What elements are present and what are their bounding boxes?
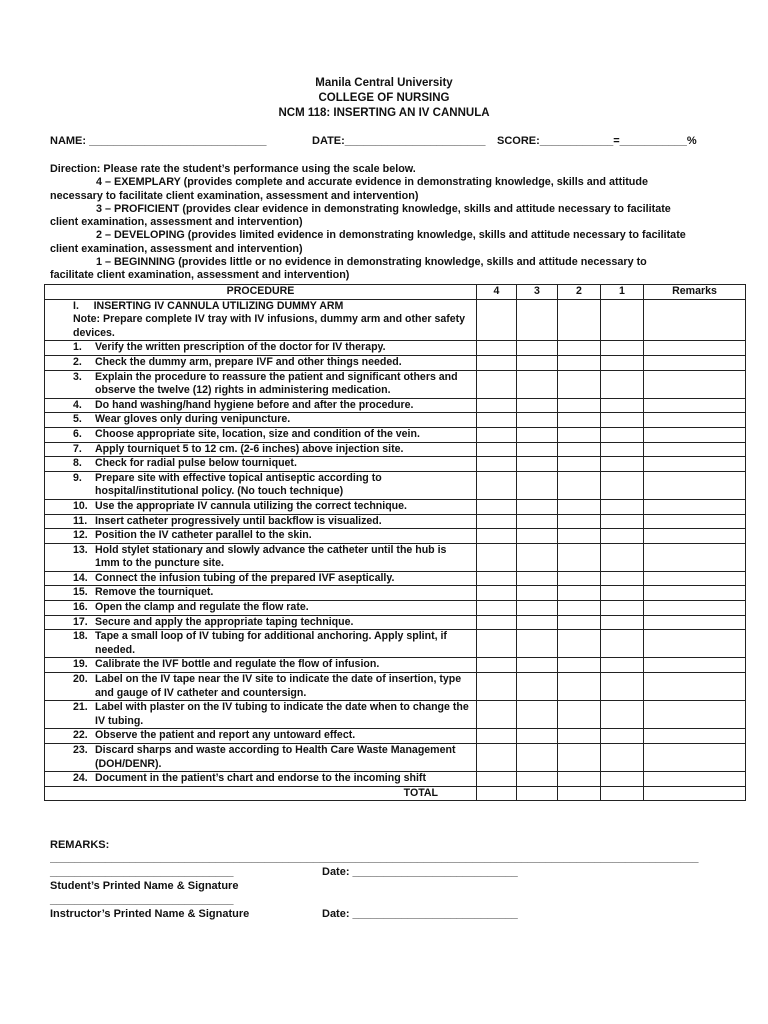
rating-3-cell[interactable]: [517, 514, 558, 529]
rating-1-cell[interactable]: [601, 355, 644, 370]
remarks-cell[interactable]: [644, 341, 746, 356]
remarks-cell[interactable]: [644, 601, 746, 616]
procedure-cell: [45, 471, 477, 499]
rating-3-cell[interactable]: [517, 341, 558, 356]
rating-1-cell[interactable]: [601, 398, 644, 413]
rating-1-cell[interactable]: [601, 299, 644, 341]
step-text: Insert catheter progressively until backflow is visualized.: [95, 514, 382, 527]
rating-3-cell[interactable]: [517, 630, 558, 658]
step-text: Label on the IV tape near the IV site to indicate the date of insertion, type and gauge of IV catheter and countersign.: [95, 673, 462, 699]
step-number: 5.: [73, 413, 82, 426]
remarks-cell[interactable]: [644, 471, 746, 499]
rating-1-cell[interactable]: [601, 529, 644, 544]
table-row: [45, 658, 746, 673]
rating-2-cell[interactable]: [558, 586, 601, 601]
scale-1: 1 – BEGINNING (provides little or no evidence in demonstrating knowledge, skills and attitude necessary to: [96, 256, 647, 269]
rating-3-cell[interactable]: [517, 772, 558, 787]
step-number: 4.: [73, 398, 82, 411]
rating-2-cell[interactable]: [558, 630, 601, 658]
rating-4-cell[interactable]: [477, 529, 517, 544]
header-remarks: Remarks: [644, 285, 746, 300]
rating-1-cell[interactable]: [601, 772, 644, 787]
rating-4-cell[interactable]: [477, 729, 517, 744]
rating-2-cell[interactable]: [558, 299, 601, 341]
rating-3-cell[interactable]: [517, 701, 558, 729]
rating-2-cell[interactable]: [558, 729, 601, 744]
rating-2-cell[interactable]: [558, 529, 601, 544]
table-row: [45, 398, 746, 413]
rating-3-cell[interactable]: [517, 370, 558, 398]
instructor-date: Date: ___________________________: [322, 908, 518, 920]
rating-3-cell[interactable]: [517, 615, 558, 630]
section-title: I. INSERTING IV CANNULA UTILIZING DUMMY ARM: [73, 299, 344, 312]
rating-2-cell[interactable]: [558, 673, 601, 701]
procedure-table: [44, 284, 746, 801]
procedure-cell: [45, 514, 477, 529]
rating-2-cell[interactable]: [558, 772, 601, 787]
rating-2-cell[interactable]: [558, 370, 601, 398]
remarks-cell[interactable]: [644, 630, 746, 658]
name-field: NAME: _____________________________: [50, 135, 267, 147]
table-row: [45, 701, 746, 729]
direction-block: [50, 163, 740, 283]
remarks-cell[interactable]: [644, 398, 746, 413]
remarks-cell[interactable]: [644, 586, 746, 601]
rating-4-cell[interactable]: [477, 341, 517, 356]
rating-2-cell[interactable]: [558, 471, 601, 499]
rating-4-cell[interactable]: [477, 427, 517, 442]
step-number: 9.: [73, 471, 82, 484]
remarks-cell[interactable]: [644, 427, 746, 442]
rating-1-cell[interactable]: [601, 341, 644, 356]
rating-1-cell[interactable]: [601, 457, 644, 472]
remarks-cell[interactable]: [644, 729, 746, 744]
score-field: SCORE:____________=___________%: [497, 135, 697, 147]
procedure-cell: [45, 442, 477, 457]
procedure-cell: [45, 427, 477, 442]
rating-1-cell[interactable]: [601, 673, 644, 701]
step-number: 12.: [73, 529, 88, 542]
table-row: [45, 615, 746, 630]
procedure-cell: [45, 370, 477, 398]
procedure-cell: [45, 355, 477, 370]
rating-1-cell[interactable]: [601, 427, 644, 442]
step-number: 21.: [73, 701, 88, 714]
rating-2-cell[interactable]: [558, 514, 601, 529]
step-text: Check for radial pulse below tourniquet.: [95, 457, 297, 470]
rating-4-cell[interactable]: [477, 601, 517, 616]
rating-3-cell[interactable]: [517, 427, 558, 442]
rating-4-cell[interactable]: [477, 701, 517, 729]
table-row: [45, 427, 746, 442]
rating-1-cell[interactable]: [601, 571, 644, 586]
rating-3-cell[interactable]: [517, 543, 558, 571]
rating-3-cell[interactable]: [517, 442, 558, 457]
rating-1-cell[interactable]: [601, 601, 644, 616]
procedure-cell: [45, 413, 477, 428]
procedure-cell: [45, 341, 477, 356]
procedure-cell: [45, 586, 477, 601]
step-text: Check the dummy arm, prepare IVF and other things needed.: [95, 355, 402, 368]
step-number: 23.: [73, 744, 88, 756]
step-text: Calibrate the IVF bottle and regulate the flow of infusion.: [95, 658, 380, 671]
step-number: 19.: [73, 658, 88, 671]
rating-4-cell[interactable]: [477, 499, 517, 514]
rating-4-cell[interactable]: [477, 398, 517, 413]
rating-4-cell[interactable]: [477, 355, 517, 370]
instructor-signature-line: ______________________________: [50, 894, 234, 906]
student-label: Student’s Printed Name & Signature: [50, 880, 239, 892]
student-date: Date: ___________________________: [322, 866, 518, 878]
rating-1-cell[interactable]: [601, 630, 644, 658]
rating-1-cell[interactable]: [601, 499, 644, 514]
rating-2-cell[interactable]: [558, 744, 601, 772]
rating-4-cell[interactable]: [477, 457, 517, 472]
step-text: Open the clamp and regulate the flow rate.: [95, 601, 309, 614]
rating-4-cell[interactable]: [477, 543, 517, 571]
rating-4-cell[interactable]: [477, 299, 517, 341]
procedure-cell: [45, 658, 477, 673]
step-number: 7.: [73, 442, 82, 455]
table-row: [45, 543, 746, 571]
rating-3-cell[interactable]: [517, 571, 558, 586]
header-procedure: PROCEDURE: [45, 285, 477, 300]
rating-2-cell[interactable]: [558, 543, 601, 571]
header-3: 3: [517, 285, 558, 300]
table-row: [45, 772, 746, 787]
step-text: Discard sharps and waste according to Health Care Waste Management (DOH/DENR).: [95, 744, 456, 770]
step-text: Do hand washing/hand hygiene before and after the procedure.: [95, 398, 414, 411]
table-row: [45, 601, 746, 616]
rating-3-cell[interactable]: [517, 673, 558, 701]
remarks-cell[interactable]: [644, 299, 746, 341]
step-number: 10.: [73, 499, 88, 512]
total-4-cell[interactable]: [477, 786, 517, 801]
rating-2-cell[interactable]: [558, 413, 601, 428]
step-number: 8.: [73, 457, 82, 470]
remarks-cell[interactable]: [644, 514, 746, 529]
table-row: [45, 471, 746, 499]
step-text: Position the IV catheter parallel to the skin.: [95, 529, 312, 542]
remarks-cell[interactable]: [644, 355, 746, 370]
section-note: Note: Prepare complete IV tray with IV infusions, dummy arm and other safety devices.: [73, 313, 466, 339]
step-text: Remove the tourniquet.: [95, 586, 214, 599]
rating-4-cell[interactable]: [477, 370, 517, 398]
step-number: 14.: [73, 571, 88, 584]
procedure-cell: [45, 571, 477, 586]
procedure-cell: [45, 499, 477, 514]
rating-1-cell[interactable]: [601, 701, 644, 729]
rating-1-cell[interactable]: [601, 370, 644, 398]
rating-2-cell[interactable]: [558, 658, 601, 673]
remarks-cell[interactable]: [644, 413, 746, 428]
header-1: 1: [601, 285, 644, 300]
step-number: 18.: [73, 630, 88, 643]
step-text: Connect the infusion tubing of the prepared IVF aseptically.: [95, 571, 395, 584]
rating-3-cell[interactable]: [517, 299, 558, 341]
rating-1-cell[interactable]: [601, 586, 644, 601]
step-number: 20.: [73, 673, 88, 686]
step-text: Wear gloves only during venipuncture.: [95, 413, 291, 426]
step-number: 11.: [73, 514, 88, 527]
table-row: [45, 442, 746, 457]
table-row: [45, 586, 746, 601]
rating-2-cell[interactable]: [558, 457, 601, 472]
instructor-label: Instructor’s Printed Name & Signature: [50, 908, 250, 920]
rating-2-cell[interactable]: [558, 701, 601, 729]
rating-4-cell[interactable]: [477, 630, 517, 658]
scale-1-cont: facilitate client examination, assessment and intervention): [50, 269, 350, 282]
scale-4-cont: necessary to facilitate client examination, assessment and intervention): [50, 189, 419, 202]
step-number: 17.: [73, 615, 88, 628]
rating-2-cell[interactable]: [558, 355, 601, 370]
table-row: [45, 341, 746, 356]
total-3-cell[interactable]: [517, 786, 558, 801]
rating-4-cell[interactable]: [477, 471, 517, 499]
scale-2-cont: client examination, assessment and intervention): [50, 242, 303, 255]
step-text: Choose appropriate site, location, size and condition of the vein.: [95, 427, 420, 440]
remarks-cell[interactable]: [644, 543, 746, 571]
rating-2-cell[interactable]: [558, 427, 601, 442]
rating-3-cell[interactable]: [517, 499, 558, 514]
step-number: 16.: [73, 601, 88, 614]
rating-3-cell[interactable]: [517, 457, 558, 472]
scale-3-cont: client examination, assessment and intervention): [50, 216, 303, 229]
section-row: [45, 299, 746, 341]
procedure-cell: [45, 543, 477, 571]
rating-2-cell[interactable]: [558, 615, 601, 630]
rating-2-cell[interactable]: [558, 341, 601, 356]
rating-1-cell[interactable]: [601, 442, 644, 457]
university-name: Manila Central University: [315, 77, 453, 89]
table-row: [45, 413, 746, 428]
step-text: Document in the patient’s chart and endorse to the incoming shift: [95, 772, 426, 785]
remarks-cell[interactable]: [644, 615, 746, 630]
remarks-cell[interactable]: [644, 658, 746, 673]
rating-4-cell[interactable]: [477, 442, 517, 457]
step-number: 22.: [73, 729, 88, 742]
rating-3-cell[interactable]: [517, 729, 558, 744]
rating-1-cell[interactable]: [601, 514, 644, 529]
total-remarks-cell[interactable]: [644, 786, 746, 801]
rating-2-cell[interactable]: [558, 601, 601, 616]
step-text: Prepare site with effective topical antiseptic according to hospital/institutional policy. (No touch technique): [95, 471, 382, 498]
rating-2-cell[interactable]: [558, 571, 601, 586]
step-text: Secure and apply the appropriate taping technique.: [95, 615, 354, 628]
table-header-row: [45, 285, 746, 300]
procedure-cell: [45, 615, 477, 630]
table-row: [45, 355, 746, 370]
remarks-label: REMARKS:: [50, 839, 110, 851]
rating-4-cell[interactable]: [477, 615, 517, 630]
rating-1-cell[interactable]: [601, 658, 644, 673]
procedure-cell: [45, 630, 477, 658]
remarks-cell[interactable]: [644, 701, 746, 729]
rating-3-cell[interactable]: [517, 744, 558, 772]
scale-3: 3 – PROFICIENT (provides clear evidence in demonstrating knowledge, skills and attitude necessary to facilitate: [96, 202, 671, 215]
total-label: TOTAL: [45, 786, 477, 801]
remarks-cell[interactable]: [644, 457, 746, 472]
step-number: 2.: [73, 355, 82, 368]
rating-4-cell[interactable]: [477, 571, 517, 586]
rating-1-cell[interactable]: [601, 744, 644, 772]
rating-2-cell[interactable]: [558, 499, 601, 514]
procedure-cell: [45, 729, 477, 744]
rating-4-cell[interactable]: [477, 658, 517, 673]
rating-4-cell[interactable]: [477, 514, 517, 529]
remarks-cell[interactable]: [644, 772, 746, 787]
rating-1-cell[interactable]: [601, 615, 644, 630]
step-number: 15.: [73, 586, 88, 599]
rating-4-cell[interactable]: [477, 673, 517, 701]
table-row: [45, 729, 746, 744]
step-text: Verify the written prescription of the doctor for IV therapy.: [95, 341, 386, 354]
rating-3-cell[interactable]: [517, 355, 558, 370]
step-number: 24.: [73, 772, 88, 785]
rating-1-cell[interactable]: [601, 729, 644, 744]
remarks-cell[interactable]: [644, 499, 746, 514]
rating-3-cell[interactable]: [517, 658, 558, 673]
rating-1-cell[interactable]: [601, 471, 644, 499]
remarks-cell[interactable]: [644, 529, 746, 544]
procedure-cell: [45, 772, 477, 787]
step-text: Label with plaster on the IV tubing to indicate the date when to change the IV tubing.: [95, 701, 469, 727]
rating-2-cell[interactable]: [558, 398, 601, 413]
date-field: DATE:_______________________: [312, 135, 486, 147]
step-number: 3.: [73, 370, 82, 383]
table-row: [45, 514, 746, 529]
student-signature-line: ______________________________: [50, 866, 234, 878]
remarks-line: __________________________________________________________________________________________________________: [50, 852, 699, 864]
rating-3-cell[interactable]: [517, 398, 558, 413]
table-row: [45, 529, 746, 544]
rating-2-cell[interactable]: [558, 442, 601, 457]
procedure-cell: [45, 601, 477, 616]
scale-4: 4 – EXEMPLARY (provides complete and accurate evidence in demonstrating knowledge, skills and attitude: [96, 176, 648, 189]
remarks-cell[interactable]: [644, 370, 746, 398]
remarks-cell[interactable]: [644, 442, 746, 457]
rating-4-cell[interactable]: [477, 744, 517, 772]
rating-3-cell[interactable]: [517, 529, 558, 544]
step-text: Use the appropriate IV cannula utilizing the correct technique.: [95, 499, 407, 512]
remarks-cell[interactable]: [644, 673, 746, 701]
rating-4-cell[interactable]: [477, 586, 517, 601]
step-text: Hold stylet stationary and slowly advance the catheter until the hub is 1mm to the puncture site.: [95, 543, 447, 570]
table-row: [45, 571, 746, 586]
step-text: Explain the procedure to reassure the patient and significant others and observe the twelve (12) rights in administering medication.: [95, 370, 458, 397]
step-text: Observe the patient and report any untoward effect.: [95, 729, 356, 742]
procedure-cell: [45, 457, 477, 472]
remarks-cell[interactable]: [644, 571, 746, 586]
step-number: 13.: [73, 543, 88, 556]
rating-4-cell[interactable]: [477, 772, 517, 787]
table-row: [45, 630, 746, 658]
header-4: 4: [477, 285, 517, 300]
procedure-cell: [45, 398, 477, 413]
rating-1-cell[interactable]: [601, 543, 644, 571]
procedure-cell: [45, 701, 477, 729]
scale-2: 2 – DEVELOPING (provides limited evidence in demonstrating knowledge, skills and attitude necessary to facilitate: [96, 229, 686, 242]
total-row: [45, 786, 746, 801]
rating-3-cell[interactable]: [517, 471, 558, 499]
step-number: 1.: [73, 341, 82, 354]
step-number: 6.: [73, 427, 82, 440]
step-text: Apply tourniquet 5 to 12 cm. (2-6 inches) above injection site.: [95, 442, 404, 455]
table-row: [45, 370, 746, 398]
step-text: Tape a small loop of IV tubing for additional anchoring. Apply splint, if needed.: [95, 630, 447, 656]
rating-1-cell[interactable]: [601, 413, 644, 428]
header-2: 2: [558, 285, 601, 300]
table-row: [45, 744, 746, 772]
table-row: [45, 499, 746, 514]
procedure-cell: [45, 673, 477, 701]
rating-4-cell[interactable]: [477, 413, 517, 428]
procedure-cell: [45, 744, 477, 772]
total-2-cell[interactable]: [558, 786, 601, 801]
course-title: NCM 118: INSERTING AN IV CANNULA: [278, 107, 490, 119]
rating-3-cell[interactable]: [517, 413, 558, 428]
college-name: COLLEGE OF NURSING: [318, 92, 450, 104]
remarks-cell[interactable]: [644, 744, 746, 772]
table-row: [45, 457, 746, 472]
rating-3-cell[interactable]: [517, 601, 558, 616]
procedure-cell: [45, 529, 477, 544]
rating-3-cell[interactable]: [517, 586, 558, 601]
table-row: [45, 673, 746, 701]
direction-intro: Direction: Please rate the student’s performance using the scale below.: [50, 163, 416, 175]
total-1-cell[interactable]: [601, 786, 644, 801]
